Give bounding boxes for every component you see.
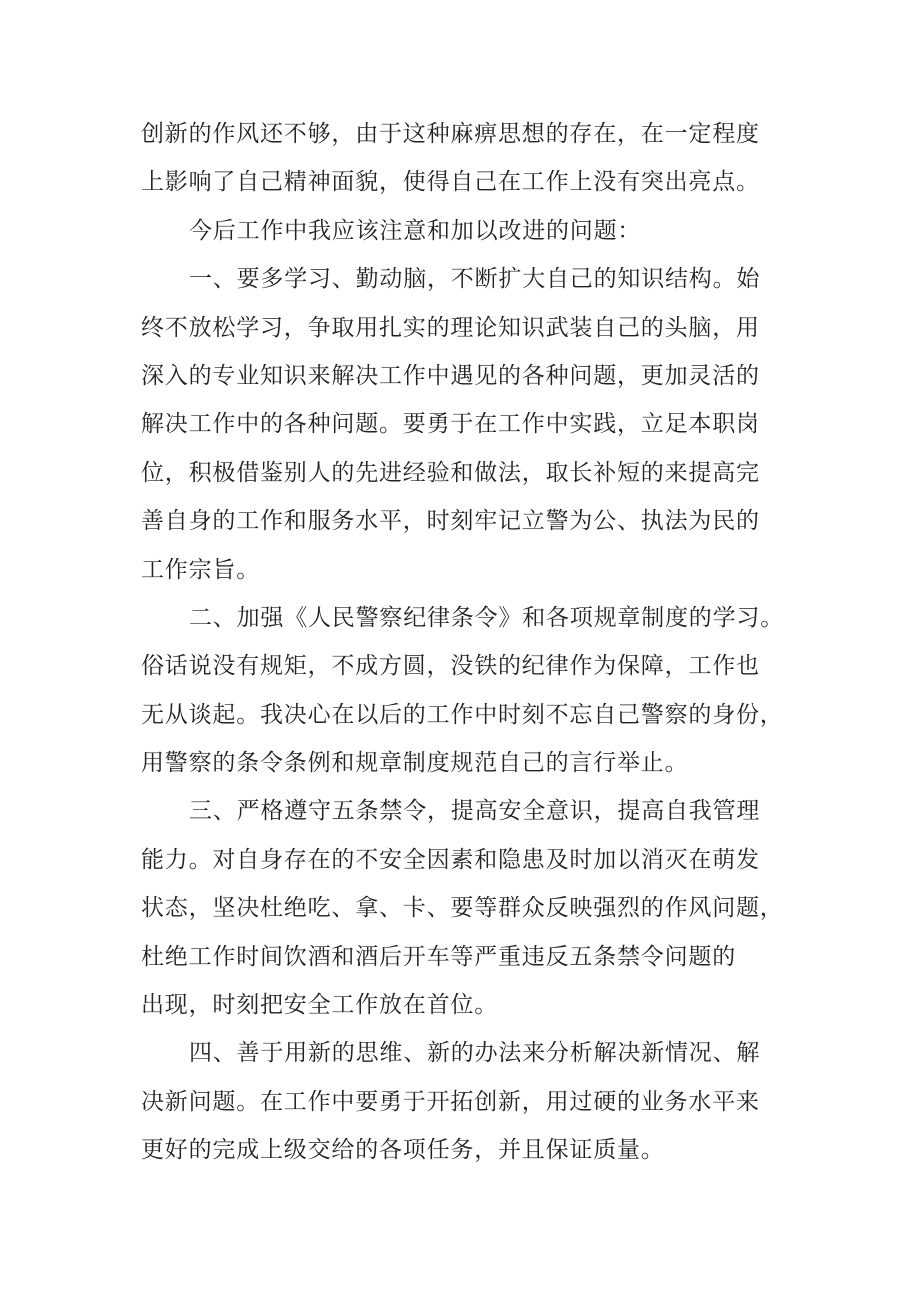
text-line: 能力。对自身存在的不安全因素和隐患及时加以消灭在萌发: [141, 846, 760, 873]
text-line: 三、严格遵守五条禁令，提高安全意识，提高自我管理: [189, 798, 761, 825]
text-line: 出现，时刻把安全工作放在首位。: [141, 992, 498, 1019]
text-line: 无从谈起。我决心在以后的工作中时刻不忘自己警察的身份，: [141, 701, 784, 728]
text-line: 俗话说没有规矩，不成方圆，没铁的纪律作为保障，工作也: [141, 653, 760, 680]
text-line: 善自身的工作和服务水平，时刻牢记立警为公、执法为民的: [141, 508, 760, 535]
text-line: 四、善于用新的思维、新的办法来分析解决新情况、解: [189, 1040, 761, 1067]
text-line: 杜绝工作时间饮酒和酒后开车等严重违反五条禁令问题的: [141, 943, 736, 970]
text-line: 创新的作风还不够，由于这种麻痹思想的存在，在一定程度: [141, 121, 760, 147]
document-body: [141, 110, 791, 1175]
text-line: 解决工作中的各种问题。要勇于在工作中实践，立足本职岗: [141, 411, 760, 438]
text-line: 深入的专业知识来解决工作中遇见的各种问题，更加灵活的: [141, 362, 760, 389]
text-line: 一、要多学习、勤动脑，不断扩大自己的知识结构。始: [189, 266, 761, 293]
text-line: 状态，坚决杜绝吃、拿、卡、要等群众反映强烈的作风问题，: [141, 895, 784, 922]
text-line: 终不放松学习，争取用扎实的理论知识武装自己的头脑，用: [141, 314, 760, 341]
text-line: 决新问题。在工作中要勇于开拓创新，用过硬的业务水平来: [141, 1088, 760, 1115]
text-line: 用警察的条令条例和规章制度规范自己的言行举止。: [141, 750, 689, 777]
text-line: 工作宗旨。: [141, 556, 260, 583]
text-line: 今后工作中我应该注意和加以改进的问题：: [189, 217, 642, 244]
text-line: 更好的完成上级交给的各项任务，并且保证质量。: [141, 1137, 665, 1164]
text-line: 位，积极借鉴别人的先进经验和做法，取长补短的来提高完: [141, 459, 760, 486]
text-line: 二、加强《人民警察纪律条令》和各项规章制度的学习。: [189, 604, 784, 631]
text-line: 上影响了自己精神面貌，使得自己在工作上没有突出亮点。: [141, 169, 760, 196]
